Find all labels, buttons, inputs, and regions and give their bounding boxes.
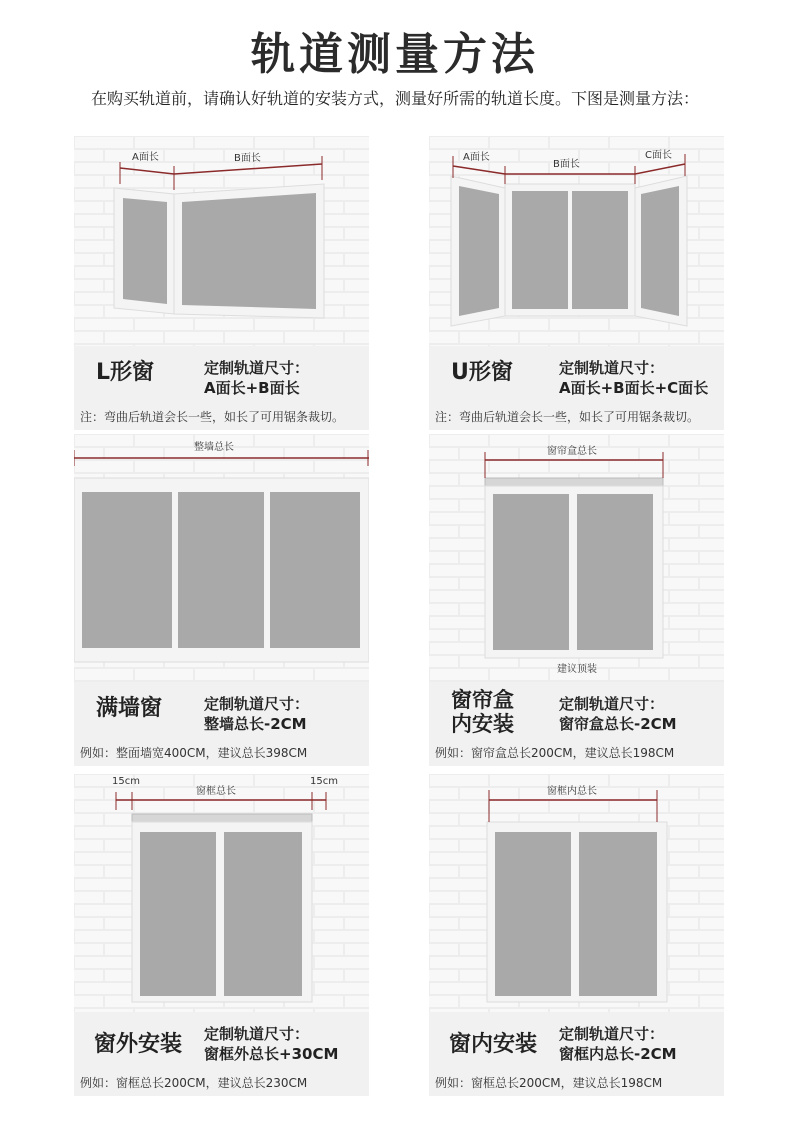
page-subtitle: 在购买轨道前，请确认好轨道的安装方式，测量好所需的轨道长度。下图是测量方法： — [90, 89, 699, 108]
card-name: 窗内安装 — [449, 1032, 538, 1057]
spec-formula: A面长+B面长 — [204, 379, 300, 397]
inside-install-illustration — [429, 774, 724, 1012]
card-outside-install — [74, 774, 369, 1090]
spec-heading: 定制轨道尺寸： — [204, 1025, 310, 1043]
card-spec — [559, 358, 708, 398]
card-name-line2: 内安装 — [451, 712, 514, 736]
label-frame-total: 窗框总长 — [196, 786, 236, 797]
card-spec — [559, 1024, 677, 1064]
card-name-line1: 窗帘盒 — [451, 688, 514, 712]
card-caption — [74, 1012, 369, 1096]
spec-heading: 定制轨道尺寸： — [204, 359, 310, 377]
label-b-side: B面长 — [234, 153, 261, 164]
label-left-extension: 15cm — [112, 776, 140, 787]
label-a-side: A面长 — [463, 152, 490, 163]
card-note: 例如：窗框总长200CM，建议总长198CM — [435, 1076, 663, 1090]
outside-install-illustration — [74, 774, 369, 1012]
card-name — [451, 688, 514, 736]
card-u-window — [429, 136, 724, 430]
card-note: 例如：窗帘盒总长200CM，建议总长198CM — [435, 746, 675, 760]
label-frame-inner-total: 窗框内总长 — [547, 786, 597, 797]
card-spec — [204, 358, 309, 398]
u-window-illustration — [429, 136, 724, 346]
card-name: L形窗 — [96, 360, 155, 385]
spec-formula: 窗帘盒总长-2CM — [559, 715, 677, 733]
card-note: 注：弯曲后轨道会长一些，如长了可用锯条裁切。 — [80, 410, 345, 424]
card-spec — [204, 1024, 338, 1064]
card-caption — [74, 346, 369, 430]
spec-formula: 整墙总长-2CM — [204, 715, 307, 733]
card-name: 满墙窗 — [96, 696, 163, 721]
l-window-illustration — [74, 136, 369, 346]
label-a-side: A面长 — [132, 152, 159, 163]
card-spec — [559, 694, 677, 734]
full-wall-window-illustration — [74, 434, 369, 682]
label-right-extension: 15cm — [310, 776, 338, 787]
spec-heading: 定制轨道尺寸： — [559, 695, 665, 713]
label-curtain-box-total: 窗帘盒总长 — [547, 446, 597, 457]
curtain-box-illustration — [429, 434, 724, 682]
spec-formula: 窗框外总长+30CM — [204, 1045, 339, 1063]
spec-heading: 定制轨道尺寸： — [559, 359, 665, 377]
card-name: U形窗 — [451, 360, 513, 385]
card-spec — [204, 694, 309, 734]
card-l-window — [74, 136, 369, 430]
label-top-mount: 建议顶装 — [557, 664, 597, 675]
card-caption — [429, 1012, 724, 1096]
card-curtain-box-install — [429, 434, 724, 760]
card-note: 例如：整面墙宽400CM，建议总长398CM — [80, 746, 308, 760]
spec-formula: A面长+B面长+C面长 — [559, 379, 709, 397]
curtain-box — [485, 478, 663, 486]
card-inside-install — [429, 774, 724, 1090]
spec-formula: 窗框内总长-2CM — [559, 1045, 677, 1063]
spec-heading: 定制轨道尺寸： — [204, 695, 310, 713]
card-caption — [429, 346, 724, 430]
label-b-side: B面长 — [553, 159, 580, 170]
card-caption — [74, 682, 369, 766]
page-title: 轨道测量方法 — [251, 29, 539, 80]
card-name: 窗外安装 — [94, 1032, 183, 1057]
card-note: 例如：窗框总长200CM，建议总长230CM — [80, 1076, 308, 1090]
card-caption — [429, 682, 724, 766]
card-note: 注：弯曲后轨道会长一些，如长了可用锯条裁切。 — [435, 410, 700, 424]
label-total-wall: 整墙总长 — [194, 442, 234, 453]
card-full-wall-window — [74, 434, 369, 760]
label-c-side: C面长 — [645, 150, 672, 161]
spec-heading: 定制轨道尺寸： — [559, 1025, 665, 1043]
